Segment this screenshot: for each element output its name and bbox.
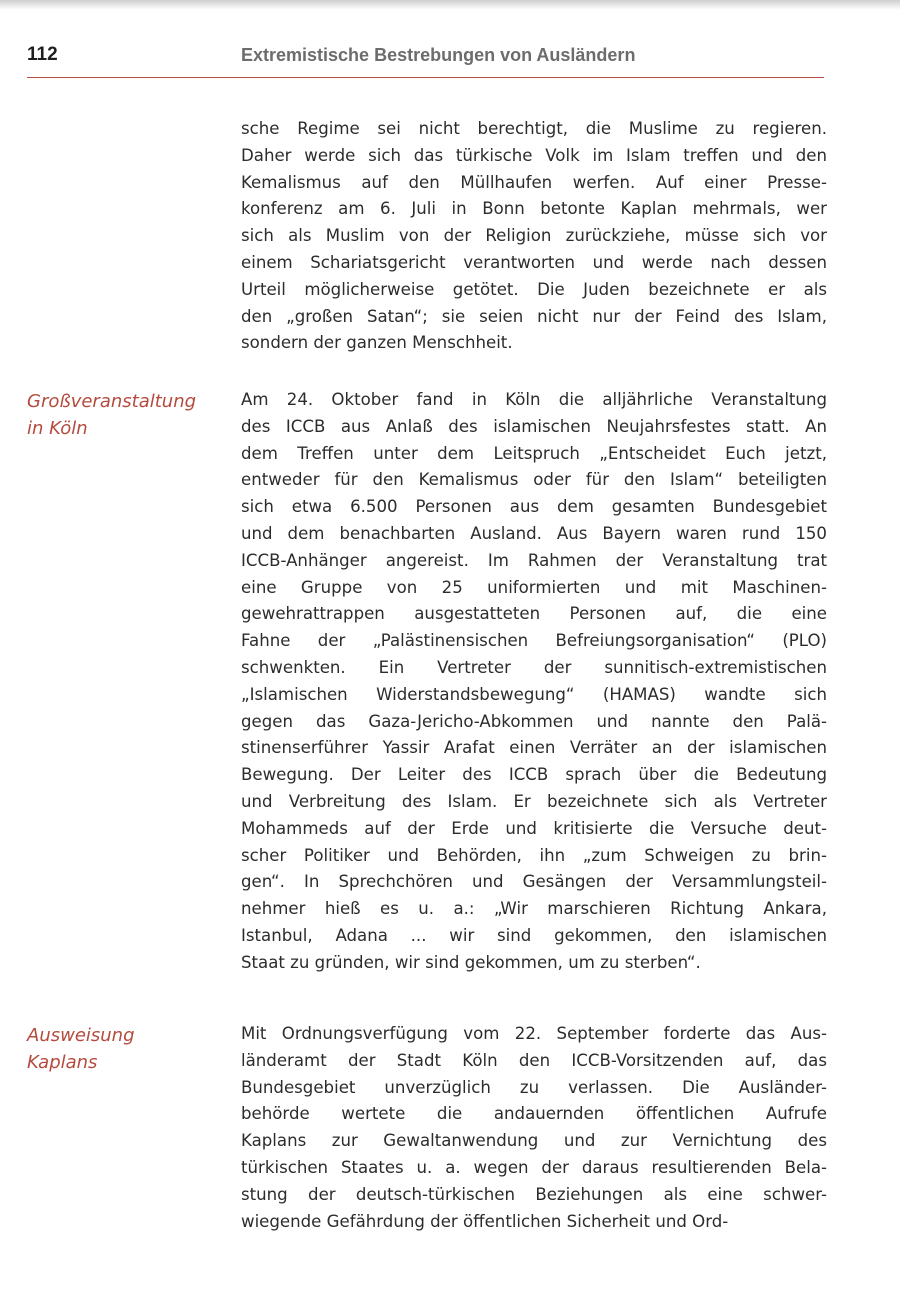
- text-line: länderamt der Stadt Köln den ICCB-Vorsitzenden auf, das: [241, 1050, 827, 1070]
- text-line: Kemalismus auf den Müllhaufen werfen. Auf einer Presse-: [241, 172, 827, 192]
- text-line: konferenz am 6. Juli in Bonn betonte Kaplan mehrmals, wer: [241, 199, 827, 219]
- text-line: Istanbul, Adana ... wir sind gekommen, den islamischen: [241, 925, 827, 945]
- text-line: türkischen Staates u. a. wegen der daraus resultierenden Bela-: [241, 1157, 827, 1177]
- text-line: Urteil möglicherweise getötet. Die Juden bezeichnete er als: [241, 279, 827, 299]
- text-line: Staat zu gründen, wir sind gekommen, um zu sterben“.: [241, 952, 701, 972]
- text-line: Fahne der „Palästinensischen Befreiungsorganisation“ (PLO): [241, 631, 827, 651]
- text-line: wiegende Gefährdung der öffentlichen Sicherheit und Ord-: [241, 1211, 729, 1231]
- header-rule: [27, 77, 824, 78]
- paragraph-3: [241, 1021, 827, 1235]
- text-line: stinenserführer Yassir Arafat einen Verräter an der islamischen: [241, 738, 827, 758]
- margin-note-line: Kaplans: [27, 1052, 98, 1073]
- text-line: sondern der ganzen Menschheit.: [241, 333, 513, 353]
- text-line: sich etwa 6.500 Personen aus dem gesamten Bundesgebiet: [241, 497, 827, 517]
- running-header: Extremistische Bestrebungen von Ausländern: [241, 45, 636, 65]
- text-line: nehmer hieß es u. a.: „Wir marschieren Richtung Ankara,: [241, 899, 827, 919]
- text-line: Mohammeds auf der Erde und kritisierte die Versuche deut-: [241, 818, 827, 838]
- text-line: und dem benachbarten Ausland. Aus Bayern waren rund 150: [241, 523, 827, 543]
- text-line: Bundesgebiet unverzüglich zu verlassen. Die Ausländer-: [241, 1077, 827, 1097]
- text-line: gegen das Gaza-Jericho-Abkommen und nannte den Palä-: [241, 711, 827, 731]
- text-line: stung der deutsch-türkischen Beziehungen als eine schwer-: [241, 1184, 827, 1204]
- text-line: Am 24. Oktober fand in Köln die alljährliche Veranstaltung: [241, 390, 827, 409]
- text-line: schwenkten. Ein Vertreter der sunnitisch-extremistischen: [241, 657, 827, 677]
- text-line: einem Schariatsgericht verantworten und werde nach dessen: [241, 252, 827, 272]
- margin-note-ausweisung: [27, 1022, 227, 1076]
- text-line: des ICCB aus Anlaß des islamischen Neujahrsfestes statt. An: [241, 416, 827, 436]
- paragraph-2: [241, 387, 827, 977]
- text-line: sche Regime sei nicht berechtigt, die Muslime zu regieren.: [241, 119, 827, 138]
- text-line: ICCB-Anhänger angereist. Im Rahmen der Veranstaltung trat: [241, 550, 827, 570]
- margin-note-line: Ausweisung: [27, 1025, 135, 1046]
- text-line: entweder für den Kemalismus oder für den Islam“ beteiligten: [241, 470, 827, 490]
- text-line: Bewegung. Der Leiter des ICCB sprach über die Bedeutung: [241, 765, 827, 785]
- text-line: den „großen Satan“; sie seien nicht nur der Feind des Islam,: [241, 306, 827, 326]
- text-line: scher Politiker und Behörden, ihn „zum Schweigen zu brin-: [241, 845, 827, 865]
- text-line: Mit Ordnungsverfügung vom 22. September forderte das Aus-: [241, 1024, 827, 1043]
- margin-note-line: in Köln: [27, 418, 88, 439]
- text-line: Daher werde sich das türkische Volk im Islam treffen und den: [241, 145, 827, 165]
- text-line: Kaplans zur Gewaltanwendung und zur Vernichtung des: [241, 1131, 827, 1151]
- text-line: behörde wertete die andauernden öffentlichen Aufrufe: [241, 1104, 827, 1124]
- text-line: dem Treffen unter dem Leitspruch „Entscheidet Euch jetzt,: [241, 443, 827, 463]
- margin-note-line: Großveranstaltung: [27, 391, 197, 412]
- margin-note-grossveranstaltung: [27, 388, 227, 442]
- text-line: gen“. In Sprechchören und Gesängen der Versammlungsteil-: [241, 872, 827, 892]
- paragraph-1: [241, 116, 827, 357]
- scan-top-edge: [0, 0, 900, 10]
- page-number: 112: [27, 44, 58, 65]
- text-line: „Islamischen Widerstandsbewegung“ (HAMAS) wandte sich: [241, 684, 827, 704]
- text-line: eine Gruppe von 25 uniformierten und mit Maschinen-: [241, 577, 827, 597]
- text-line: sich als Muslim von der Religion zurückziehe, müsse sich vor: [241, 226, 827, 246]
- text-line: gewehrattrappen ausgestatteten Personen auf, die eine: [241, 604, 827, 624]
- text-line: und Verbreitung des Islam. Er bezeichnete sich als Vertreter: [241, 791, 827, 811]
